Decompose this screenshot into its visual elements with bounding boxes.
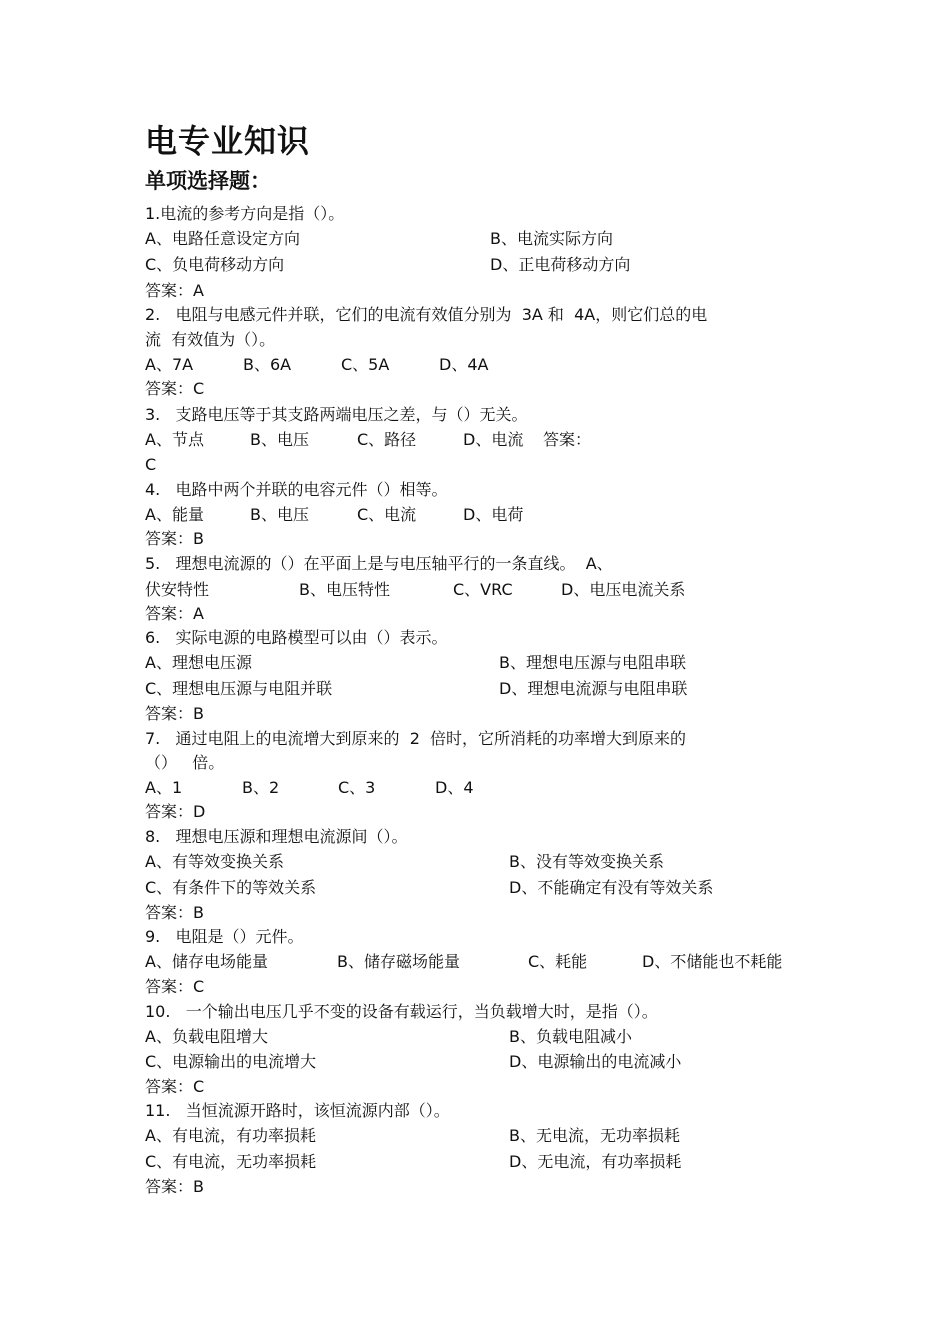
- question-2-option-b: B、6A: [243, 355, 292, 374]
- question-9-option-a: A、储存电场能量: [145, 952, 268, 971]
- question-9-option-b: B、储存磁场能量: [337, 952, 460, 971]
- question-10-option-c: C、电源输出的电流增大: [145, 1052, 317, 1071]
- section-heading: 单项选择题：: [145, 169, 271, 193]
- question-2-option-a: A、7A: [145, 355, 194, 374]
- question-4-option-a: A、能量: [145, 505, 204, 524]
- question-10-option-b: B、负载电阻减小: [509, 1027, 632, 1046]
- question-6-option-b: B、理想电压源与电阻串联: [499, 653, 686, 672]
- question-3-option-a: A、节点: [145, 430, 204, 449]
- question-4-stem: 4. 电路中两个并联的电容元件（）相等。: [145, 480, 448, 499]
- question-7-stem-line2: （） 倍。: [145, 753, 225, 772]
- question-1-option-b: B、电流实际方向: [490, 229, 613, 248]
- question-7-option-c: C、3: [338, 778, 376, 797]
- question-3-option-d: D、电流: [463, 430, 524, 449]
- question-4-option-d: D、电荷: [463, 505, 524, 524]
- question-2-option-d: D、4A: [439, 355, 489, 374]
- question-11-option-a: A、有电流，有功率损耗: [145, 1126, 316, 1145]
- question-4-answer: 答案：B: [145, 529, 204, 548]
- question-8-option-a: A、有等效变换关系: [145, 852, 284, 871]
- question-6-option-c: C、理想电压源与电阻并联: [145, 679, 333, 698]
- question-10-option-d: D、电源输出的电流减小: [509, 1052, 682, 1071]
- question-5-option-d: D、电压电流关系: [561, 580, 686, 599]
- question-6-option-d: D、理想电流源与电阻串联: [499, 679, 688, 698]
- question-9-option-c: C、耗能: [528, 952, 588, 971]
- question-3-option-c: C、路径: [357, 430, 417, 449]
- question-5-stem: 5. 理想电流源的（）在平面上是与电压轴平行的一条直线。 A、: [145, 554, 613, 573]
- question-1-option-a: A、电路任意设定方向: [145, 229, 300, 248]
- question-9-option-d: D、不储能也不耗能: [642, 952, 783, 971]
- question-8-answer: 答案：B: [145, 903, 204, 922]
- question-4-option-c: C、电流: [357, 505, 417, 524]
- question-3-answer-label: 答案：: [543, 430, 592, 449]
- question-11-answer: 答案：B: [145, 1177, 204, 1196]
- question-2-answer: 答案：C: [145, 379, 205, 398]
- question-7-option-b: B、2: [242, 778, 280, 797]
- page-title: 电专业知识: [145, 122, 311, 160]
- question-8-option-c: C、有条件下的等效关系: [145, 878, 317, 897]
- question-7-option-a: A、1: [145, 778, 183, 797]
- question-9-answer: 答案：C: [145, 977, 205, 996]
- question-4-option-b: B、电压: [250, 505, 309, 524]
- question-10-answer: 答案：C: [145, 1077, 205, 1096]
- question-1-stem: 1.电流的参考方向是指（）。: [145, 204, 345, 223]
- question-10-option-a: A、负载电阻增大: [145, 1027, 268, 1046]
- question-2-option-c: C、5A: [341, 355, 390, 374]
- question-11-stem: 11. 当恒流源开路时，该恒流源内部（）。: [145, 1101, 450, 1120]
- question-1-option-c: C、负电荷移动方向: [145, 255, 285, 274]
- question-2-stem-line2: 流 有效值为（）。: [145, 330, 276, 349]
- question-8-option-d: D、不能确定有没有等效关系: [509, 878, 714, 897]
- question-10-stem: 10. 一个输出电压几乎不变的设备有载运行，当负载增大时，是指（）。: [145, 1002, 658, 1021]
- question-8-stem: 8. 理想电压源和理想电流源间（）。: [145, 827, 408, 846]
- question-3-stem: 3. 支路电压等于其支路两端电压之差，与（）无关。: [145, 405, 528, 424]
- question-7-stem-line1: 7. 通过电阻上的电流增大到原来的 2 倍时，它所消耗的功率增大到原来的: [145, 729, 687, 748]
- question-11-option-b: B、无电流，无功率损耗: [509, 1126, 680, 1145]
- question-7-answer: 答案：D: [145, 802, 206, 821]
- question-5-option-b: B、电压特性: [299, 580, 390, 599]
- question-2-stem-line1: 2. 电阻与电感元件并联，它们的电流有效值分别为 3A 和 4A，则它们总的电: [145, 305, 708, 324]
- question-11-option-d: D、无电流，有功率损耗: [509, 1152, 682, 1171]
- question-5-answer: 答案：A: [145, 604, 204, 623]
- question-5-option-a: 伏安特性: [145, 580, 210, 599]
- question-1-answer: 答案：A: [145, 281, 204, 300]
- question-3-option-b: B、电压: [250, 430, 309, 449]
- question-7-option-d: D、4: [435, 778, 474, 797]
- question-6-stem: 6. 实际电源的电路模型可以由（）表示。: [145, 628, 448, 647]
- question-6-answer: 答案：B: [145, 704, 204, 723]
- question-5-option-c: C、VRC: [453, 580, 513, 599]
- question-9-stem: 9. 电阻是（）元件。: [145, 927, 304, 946]
- question-3-answer-value: C: [145, 455, 157, 474]
- question-11-option-c: C、有电流，无功率损耗: [145, 1152, 317, 1171]
- question-8-option-b: B、没有等效变换关系: [509, 852, 664, 871]
- question-1-option-d: D、正电荷移动方向: [490, 255, 631, 274]
- question-6-option-a: A、理想电压源: [145, 653, 252, 672]
